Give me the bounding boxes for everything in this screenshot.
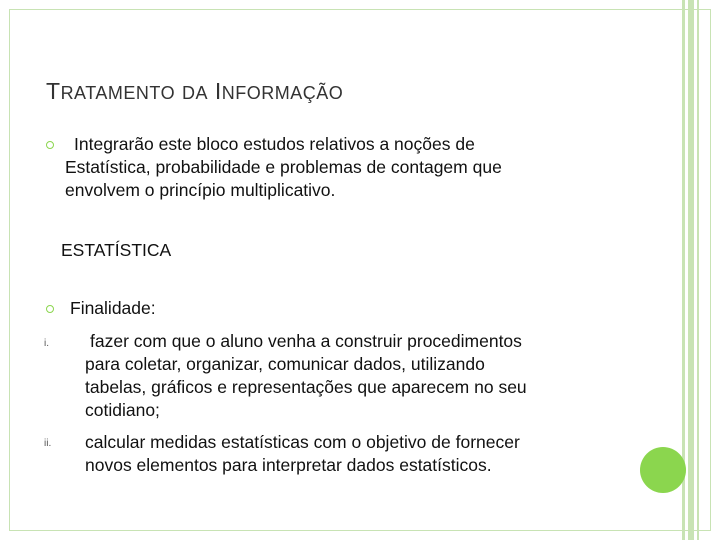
- list-item-text: fazer com que o aluno venha a construir procedimentos: [90, 331, 522, 351]
- list-item-text: cotidiano;: [85, 400, 160, 420]
- slide-title: [46, 78, 343, 105]
- title-part: RATAMENTO: [60, 83, 176, 103]
- circle-bullet-icon: [46, 141, 54, 149]
- decorative-side-bar: [697, 0, 699, 540]
- title-initial: I: [214, 78, 222, 104]
- decorative-side-bar: [688, 0, 694, 540]
- list-item-text: para coletar, organizar, comunicar dados, utilizando: [85, 354, 485, 374]
- decorative-green-circle: [640, 447, 686, 493]
- list-item-text: calcular medidas estatísticas com o objetivo de fornecer: [85, 432, 520, 452]
- bullet-text: Estatística, probabilidade e problemas de contagem que: [65, 157, 502, 177]
- list-marker: ii.: [44, 438, 52, 449]
- bullet-text: envolvem o princípio multiplicativo.: [65, 180, 336, 200]
- list-marker: i.: [44, 338, 49, 349]
- section-heading: ESTATÍSTICA: [61, 240, 172, 260]
- list-item-text: tabelas, gráficos e representações que aparecem no seu: [85, 377, 527, 397]
- bullet-text: Integrarão este bloco estudos relativos a noções de: [74, 134, 475, 154]
- title-part: DA: [181, 83, 208, 103]
- title-part: NFORMAÇÃO: [221, 83, 344, 103]
- list-item-text: novos elementos para interpretar dados estatísticos.: [85, 455, 492, 475]
- title-initial: T: [46, 78, 61, 104]
- circle-bullet-icon: [46, 305, 54, 313]
- bullet-text: Finalidade:: [70, 298, 156, 318]
